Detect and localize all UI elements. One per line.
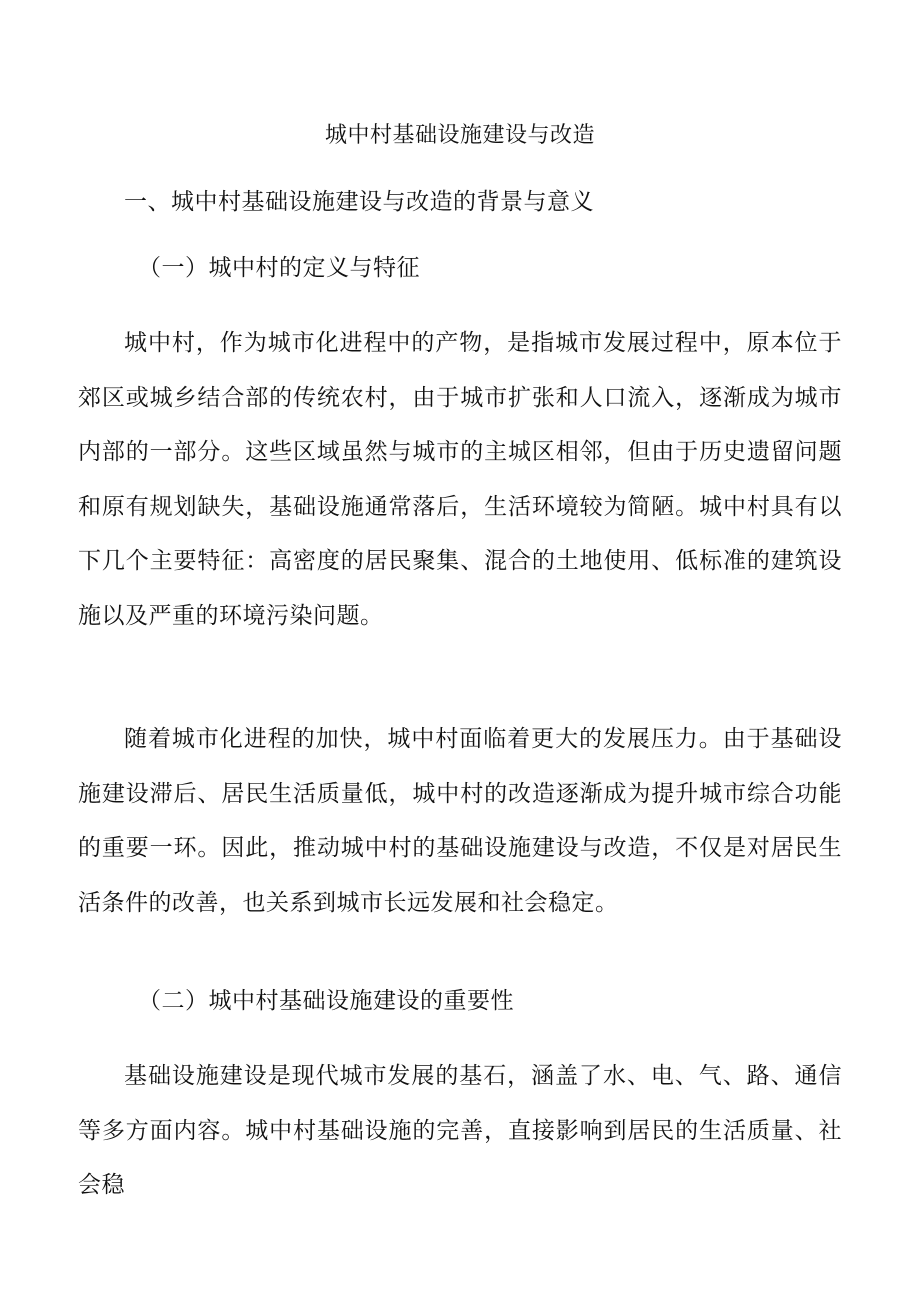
paragraph-3: 基础设施建设是现代城市发展的基石，涵盖了水、电、气、路、通信等多方面内容。城中村基础设施的完善，直接影响到居民的生活质量、社会稳 [78, 1063, 842, 1198]
section-heading-1: 一、城中村基础设施建设与改造的背景与意义 [124, 189, 594, 215]
paragraph-1: 城中村，作为城市化进程中的产物，是指城市发展过程中，原本位于郊区或城乡结合部的传统农村，由于城市扩张和人口流入，逐渐成为城市内部的一部分。这些区域虽然与城市的主城区相邻，但由于历史遗留问题和原有规划缺失，基础设施通常落后，生活环境较为简陋。城中村具有以下几个主要特征：高密度的居民聚集、混合的土地使用、低标准的建筑设施以及严重的环境污染问题。 [78, 330, 842, 629]
subsection-heading-1: （一）城中村的定义与特征 [138, 255, 420, 281]
paragraph-2: 随着城市化进程的加快，城中村面临着更大的发展压力。由于基础设施建设滞后、居民生活质量低，城中村的改造逐渐成为提升城市综合功能的重要一环。因此，推动城中村的基础设施建设与改造，不仅是对居民生活条件的改善，也关系到城市长远发展和社会稳定。 [78, 726, 842, 916]
document-title: 城中村基础设施建设与改造 [324, 123, 595, 148]
subsection-heading-2: （二）城中村基础设施建设的重要性 [138, 988, 514, 1014]
